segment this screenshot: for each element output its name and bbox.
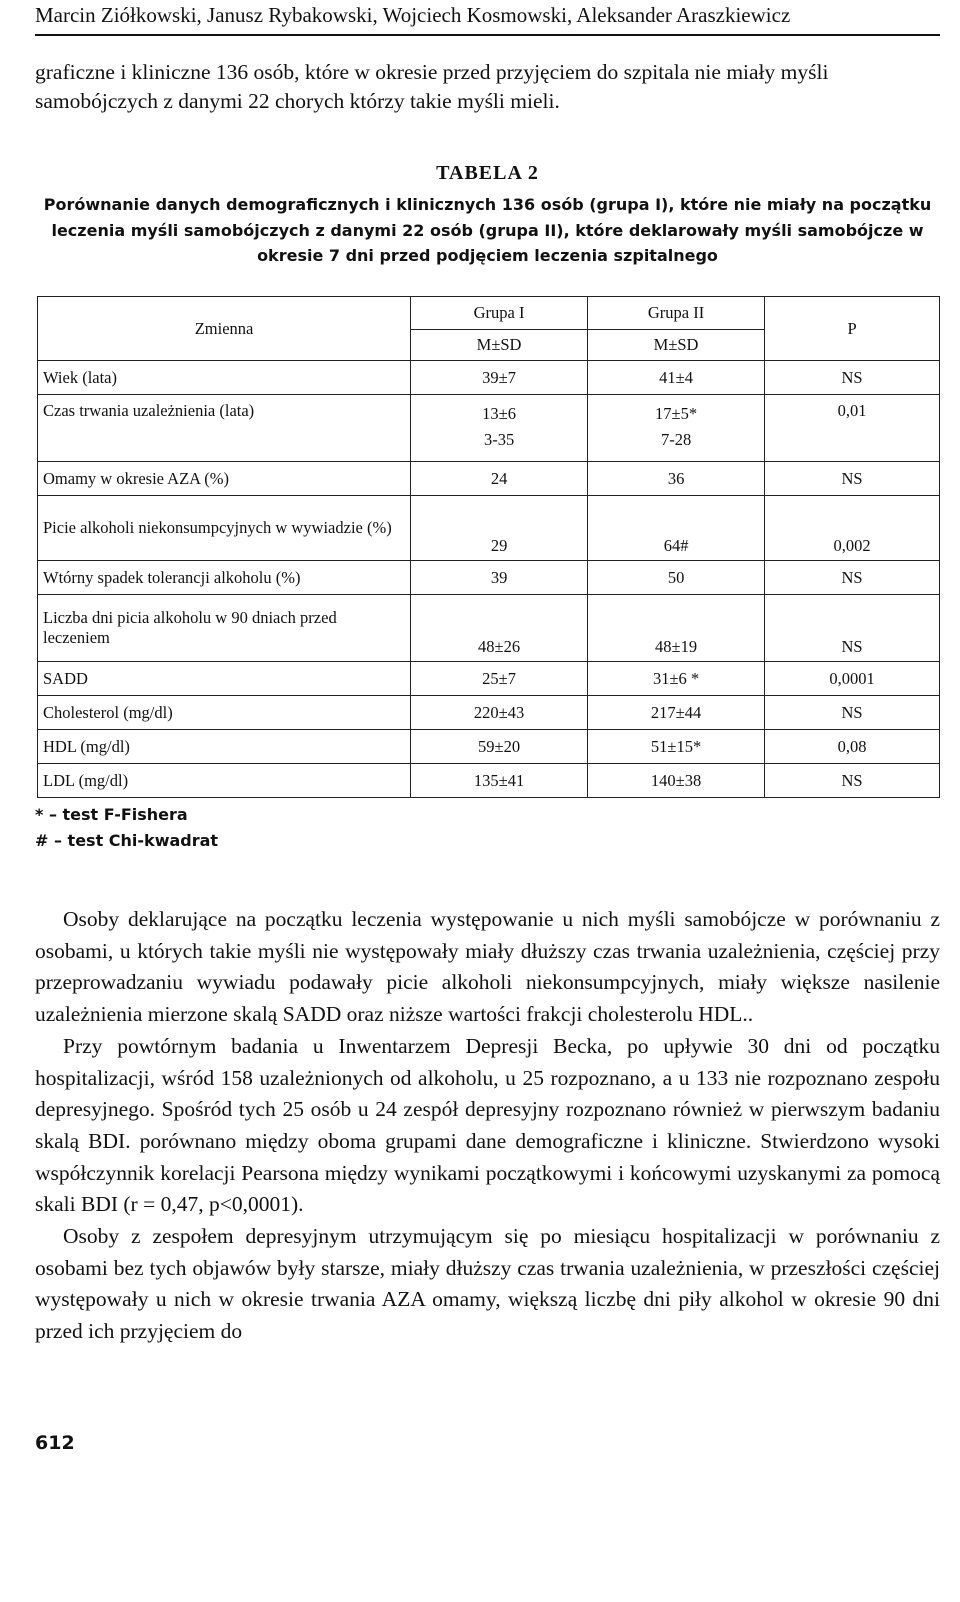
header-p: P <box>765 297 940 361</box>
header-group2: Grupa II <box>588 297 765 330</box>
cell-variable: Czas trwania uzależnienia (lata) <box>38 395 411 462</box>
cell-p: NS <box>765 764 940 798</box>
cell-p: NS <box>765 361 940 395</box>
cell-p: NS <box>765 696 940 730</box>
cell-group1: 29 <box>411 496 588 561</box>
page-number: 612 <box>35 1432 75 1454</box>
cell-group1: 48±26 <box>411 595 588 662</box>
table-row <box>38 595 940 662</box>
cell-group1: 39±7 <box>411 361 588 395</box>
table-notes <box>35 802 218 854</box>
cell-group2-range: 7-28 <box>660 430 692 449</box>
intro-paragraph: graficzne i kliniczne 136 osób, które w okresie przed przyjęciem do szpitala nie miały myśli samobójczych z danymi 22 chorych którzy takie myśli mieli. <box>35 60 829 113</box>
cell-group2: 64# <box>588 496 765 561</box>
cell-p: 0,002 <box>765 496 940 561</box>
cell-p: 0,01 <box>765 395 940 462</box>
cell-p: NS <box>765 561 940 595</box>
header-group2-stat: M±SD <box>588 330 765 361</box>
cell-group2: 41±4 <box>588 361 765 395</box>
cell-group1: 220±43 <box>411 696 588 730</box>
table-label: TABELA 2 <box>436 162 539 184</box>
cell-variable: Wtórny spadek tolerancji alkoholu (%) <box>38 561 411 595</box>
table-row <box>38 395 940 462</box>
table-title <box>35 160 940 269</box>
table-row <box>38 361 940 395</box>
cell-group1: 24 <box>411 462 588 496</box>
cell-variable: Omamy w okresie AZA (%) <box>38 462 411 496</box>
running-header <box>35 0 940 36</box>
cell-group2: 50 <box>588 561 765 595</box>
header-variable: Zmienna <box>38 297 411 361</box>
paragraph: Przy powtórnym badania u Inwentarzem Depresji Becka, po upływie 30 dni od początku hospitalizacji, wśród 158 uzależnionych od alkoholu, u 25 rozpoznano, a u 133 nie rozpoznano zespołu depresyjnego. Spośród tych 25 osób u 24 zespół depresyjny rozpoznano również w pierwszym badaniu skalą BDI. porównano między oboma grupami dane demograficzne i kliniczne. Stwierdzono wysoki współczynnik korelacji Pearsona między wynikami początkowymi i końcowymi uzyskanymi za pomocą skali BDI (r = 0,47, p<0,0001). <box>35 1033 940 1217</box>
cell-group1-msd: 13±6 <box>482 404 516 423</box>
cell-p: NS <box>765 462 940 496</box>
cell-group2: 48±19 <box>588 595 765 662</box>
cell-group1: 59±20 <box>411 730 588 764</box>
cell-group2: 140±38 <box>588 764 765 798</box>
cell-variable: Cholesterol (mg/dl) <box>38 696 411 730</box>
table-caption: Porównanie danych demograficznych i klinicznych 136 osób (grupa I), które nie miały na początku leczenia myśli samobójczych z danymi 22 osób (grupa II), które deklarowały myśli samobójcze w okresie 7 dni przed podjęciem leczenia szpitalnego <box>43 195 932 265</box>
cell-p: 0,08 <box>765 730 940 764</box>
header-group1-stat: M±SD <box>411 330 588 361</box>
cell-variable: Picie alkoholi niekonsumpcyjnych w wywiadzie (%) <box>38 496 411 561</box>
cell-group1-range: 3-35 <box>483 430 515 449</box>
cell-group2: 31±6 * <box>588 662 765 696</box>
note-chi: # – test Chi-kwadrat <box>35 831 219 850</box>
cell-p: NS <box>765 595 940 662</box>
cell-variable: SADD <box>38 662 411 696</box>
header-group1: Grupa I <box>411 297 588 330</box>
cell-group1 <box>411 395 588 462</box>
cell-group1: 39 <box>411 561 588 595</box>
table-row <box>38 662 940 696</box>
cell-group2: 36 <box>588 462 765 496</box>
note-fisher: * – test F-Fishera <box>35 805 188 824</box>
table-row <box>38 561 940 595</box>
table-row <box>38 764 940 798</box>
table-row <box>38 696 940 730</box>
cell-p: 0,0001 <box>765 662 940 696</box>
cell-variable: Liczba dni picia alkoholu w 90 dniach przed leczeniem <box>38 595 411 662</box>
header-authors: Marcin Ziółkowski, Janusz Rybakowski, Wojciech Kosmowski, Aleksander Araszkiewicz <box>35 3 791 27</box>
paragraph: Osoby deklarujące na początku leczenia występowanie u nich myśli samobójcze w porównaniu z osobami, u których takie myśli nie występowały miały dłuższy czas trwania uzależnienia, częściej przy przeprowadzaniu wywiadu podawały picie alkoholi niekonsumpcyjnych, miały większe nasilenie uzależnienia mierzone skalą SADD oraz niższe wartości frakcji cholesterolu HDL.. <box>35 907 940 1027</box>
table-row <box>38 730 940 764</box>
table-row <box>38 496 940 561</box>
table-row <box>38 462 940 496</box>
cell-group1: 135±41 <box>411 764 588 798</box>
cell-variable: Wiek (lata) <box>38 361 411 395</box>
cell-group1: 25±7 <box>411 662 588 696</box>
cell-group2: 51±15* <box>588 730 765 764</box>
paragraph: Osoby z zespołem depresyjnym utrzymującym się po miesiącu hospitalizacji w porównaniu z osobami bez tych objawów były starsze, miały dłuższy czas trwania uzależnienia, w przeszłości częściej występowały u nich w okresie trwania AZA omamy, większą liczbę dni piły alkohol w okresie 90 dni przed ich przyjęciem do <box>35 1224 940 1344</box>
cell-variable: LDL (mg/dl) <box>38 764 411 798</box>
cell-group2 <box>588 395 765 462</box>
cell-group2: 217±44 <box>588 696 765 730</box>
cell-group2-msd: 17±5* <box>655 404 698 423</box>
data-table <box>37 296 940 798</box>
body-text <box>35 904 940 1348</box>
cell-variable: HDL (mg/dl) <box>38 730 411 764</box>
